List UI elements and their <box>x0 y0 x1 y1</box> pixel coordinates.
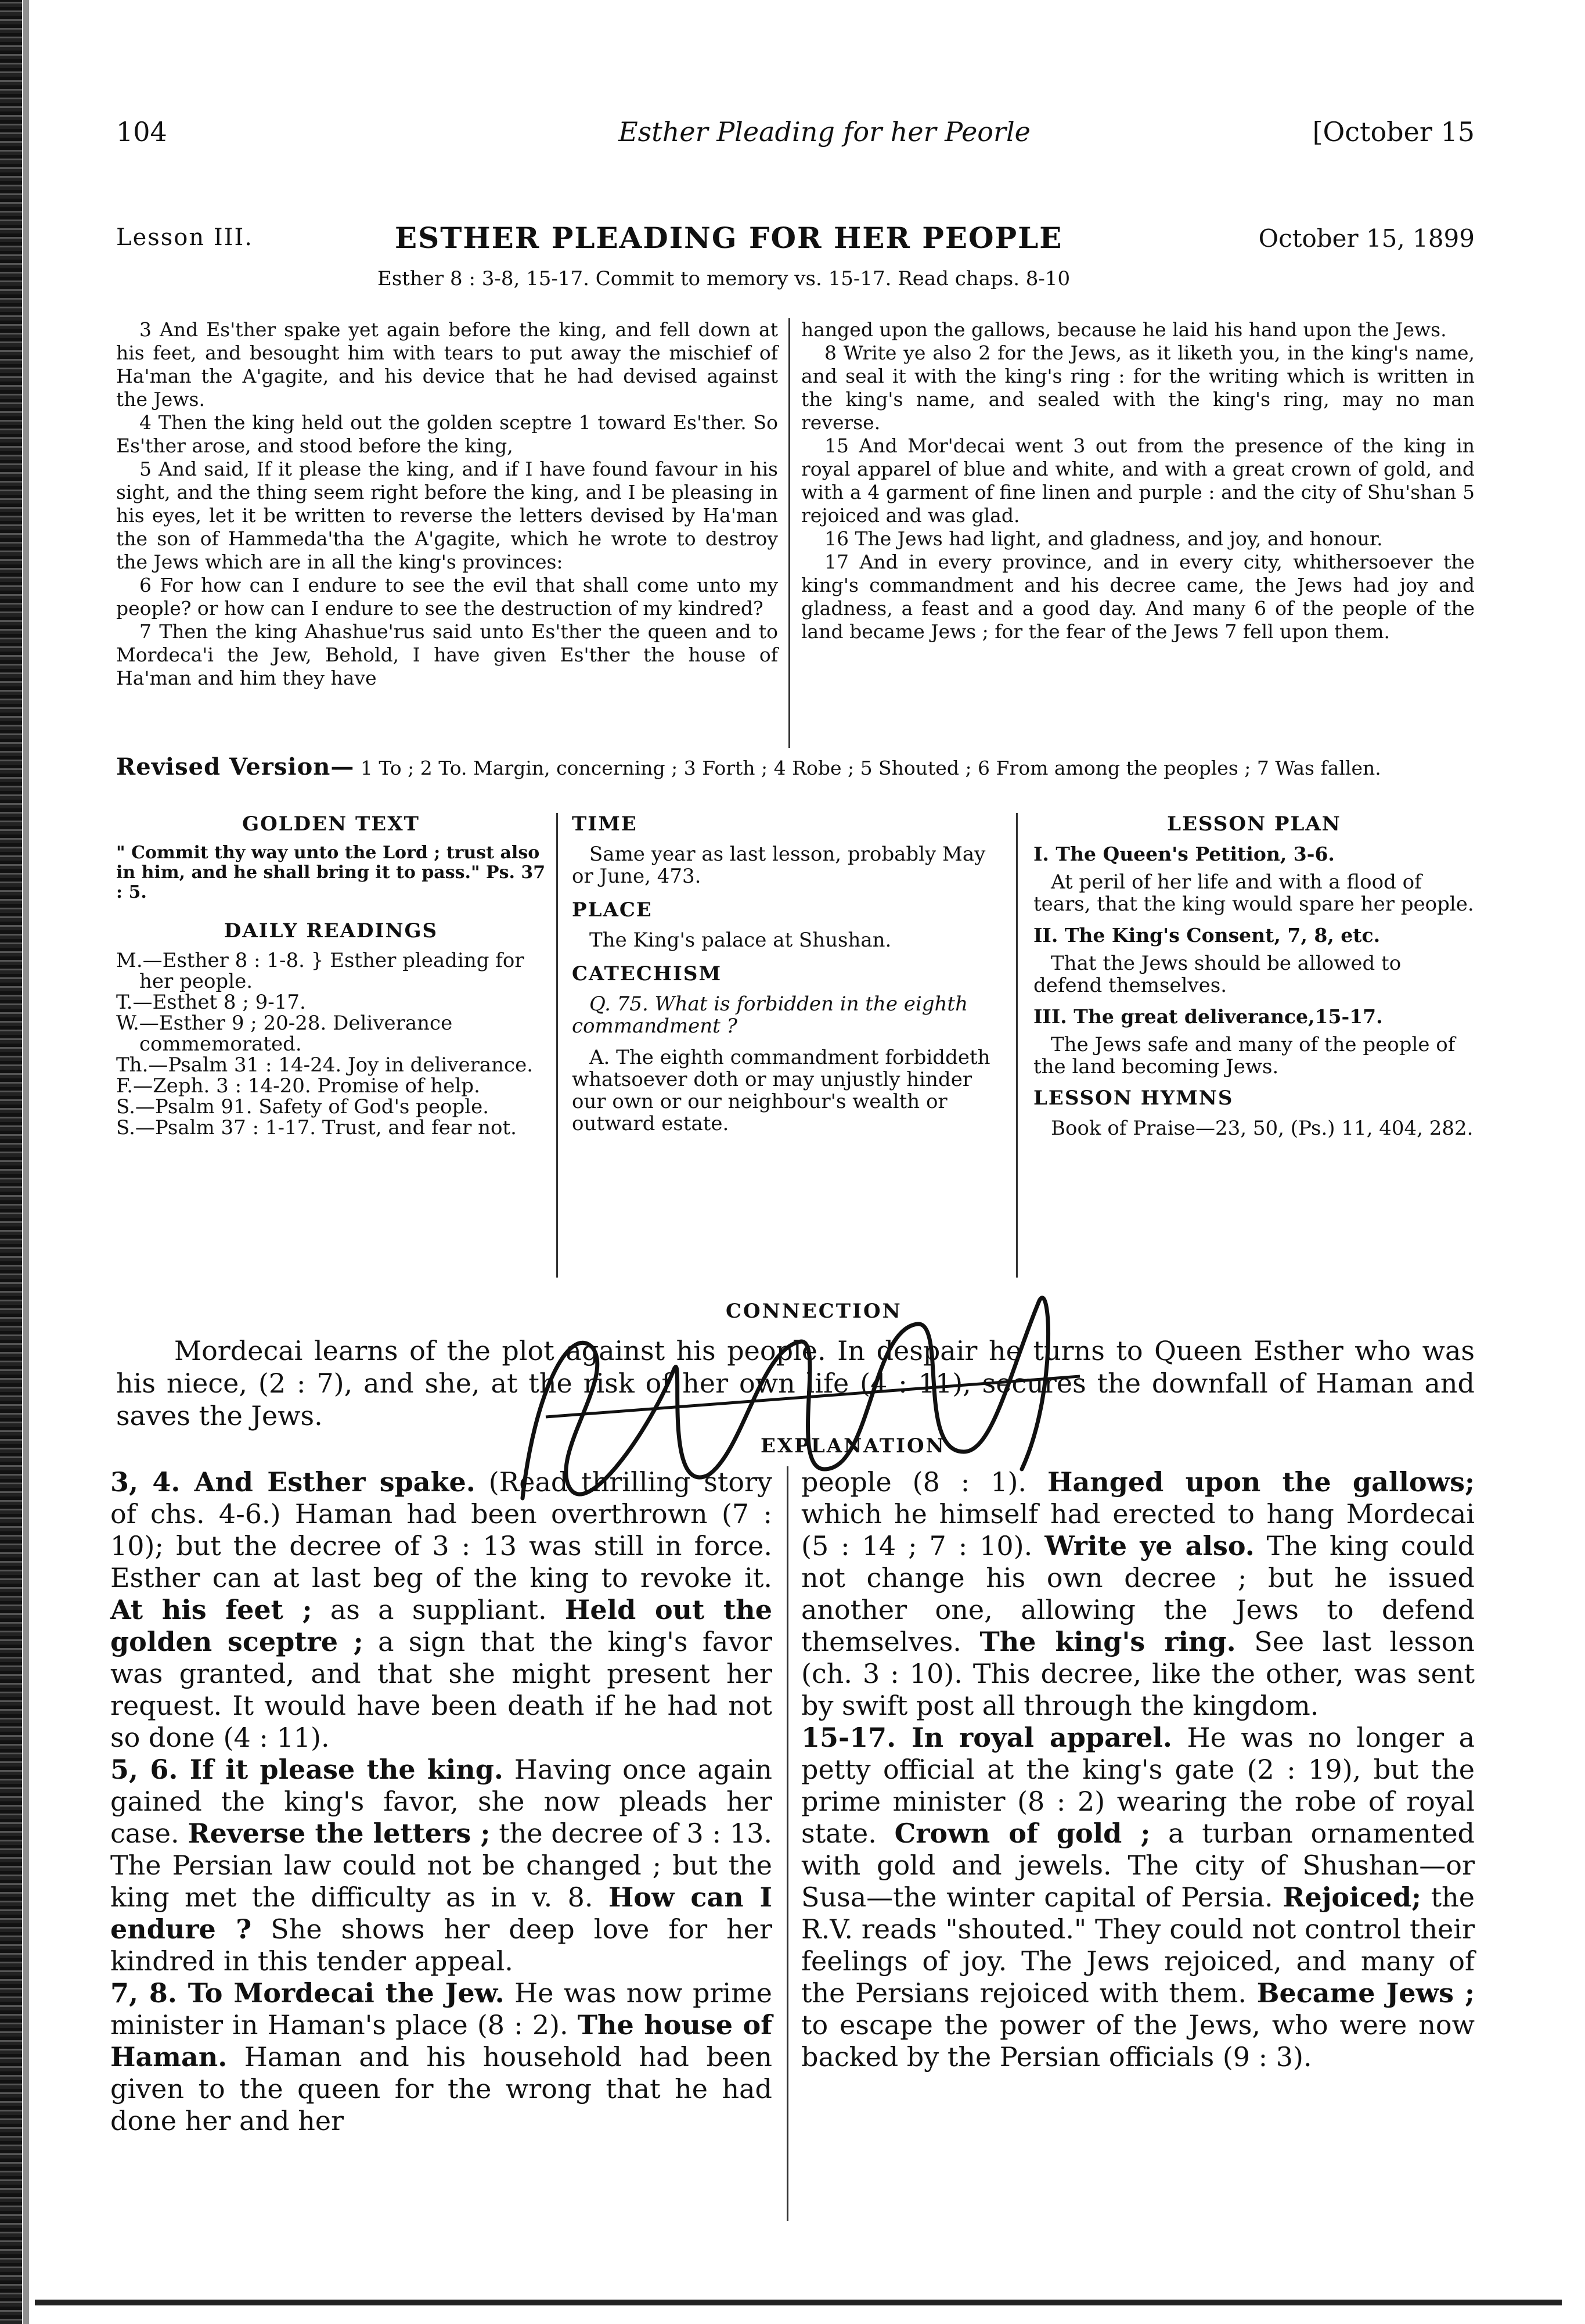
explanation-text: the R.V. reads "shouted." They could not control their feelings of joy. The Jews rejoiced, and many of the Persians rejoiced with them. <box>801 1881 1475 2009</box>
column-rule <box>1016 813 1018 1278</box>
explanation-text: He was no longer a petty official at the king's gate (2 : 19), but the prime minister (8 : 2) wearing the robe of royal state. <box>801 1722 1475 1849</box>
reading-item: S.—Psalm 37 : 1-17. Trust, and fear not. <box>116 1116 517 1139</box>
explanation-term: At his feet ; <box>110 1594 312 1625</box>
time-heading: TIME <box>572 812 637 836</box>
lesson-hymns-text: Book of Praise—23, 50, (Ps.) 11, 404, 282. <box>1051 1117 1474 1140</box>
verse: 3 And Es'ther spake yet again before the king, and fell down at his feet, and besought him with tears to put away the mischief of Ha'man the A'gagite, and his device that he had devised against the Jews. <box>116 318 778 411</box>
explanation-lead: 15-17. In royal apparel. <box>801 1722 1172 1753</box>
explanation-text: the decree of 3 : 13. The Persian law could not be changed ; but the king met the difficulty as in v. 8. <box>110 1818 773 1913</box>
revised-version-label: Revised Version— <box>116 753 355 780</box>
explanation-term: How can I endure ? <box>110 1881 772 1945</box>
explanation-term: The house of Haman. <box>110 2009 772 2073</box>
explanation-paragraph <box>801 1466 1475 1722</box>
verse: 7 Then the king Ahashue'rus said unto Es'ther the queen and to Mordeca'i the Jew, Behold, I have given Es'ther the house of Ha'man and him they have <box>116 620 778 689</box>
explanation-term: Held out the golden sceptre ; <box>110 1594 772 1657</box>
verse: 4 Then the king held out the golden sceptre 1 toward Es'ther. So Es'ther arose, and stood before the king, <box>116 411 778 457</box>
explanation-text: See last lesson (ch. 3 : 10). This decree, like the other, was sent by swift post all through the kingdom. <box>801 1626 1475 1721</box>
daily-readings-heading: DAILY READINGS <box>224 919 438 942</box>
bottom-edge-rule <box>35 2300 1562 2305</box>
explanation-text: Having once again gained the king's favor, she now pleads her case. <box>110 1754 772 1849</box>
explanation-lead: 7, 8. To Mordecai the Jew. <box>110 1977 505 2009</box>
verse: 5 And said, If it please the king, and if I have found favour in his sight, and the thing seem right before the king, and I be pleasing in his eyes, let it be written to reverse the letters devised by Ha'man the son of Hammeda'tha the A'gagite, which he wrote to destroy the Jews which are in all the king's provinces: <box>116 458 778 573</box>
place-heading: PLACE <box>572 898 653 922</box>
explanation-text: He was now prime minister in Haman's place (8 : 2). <box>110 1977 772 2041</box>
revised-version-text: 1 To ; 2 To. Margin, concerning ; 3 Forth ; 4 Robe ; 5 Shouted ; 6 From among the peoples ; 7 Was fallen. <box>360 757 1381 779</box>
explanation-term: Crown of gold ; <box>894 1818 1151 1849</box>
catechism-heading: CATECHISM <box>572 962 722 985</box>
explanation-term: Hanged upon the gallows; <box>1047 1466 1475 1498</box>
binding-shadow <box>23 0 29 2324</box>
explanation-column-right <box>801 1466 1475 2073</box>
column-rule <box>556 813 558 1278</box>
lesson-date: October 15, 1899 <box>1258 224 1475 253</box>
reading-item: W.—Esther 9 ; 20-28. Deliverance commemorated. <box>116 1012 453 1056</box>
explanation-text: people (8 : 1). <box>801 1466 1047 1498</box>
header-date: [October 15 <box>1312 116 1475 148</box>
lesson-title: ESTHER PLEADING FOR HER PEOPLE <box>395 221 1063 255</box>
running-header <box>116 116 1475 157</box>
verse: 6 For how can I endure to see the evil that shall come unto my people? or how can I endure to see the destruction of my kindred? <box>116 574 778 620</box>
column-rule <box>787 1466 788 2221</box>
revised-version-notes <box>116 755 1475 780</box>
reading-item: F.—Zeph. 3 : 14-20. Promise of help. <box>116 1074 480 1098</box>
running-title: Esther Pleading for her Peorle <box>618 116 1031 148</box>
page-number: 104 <box>116 116 167 148</box>
explanation-text: as a suppliant. <box>312 1594 565 1625</box>
catechism-question: Q. 75. What is forbidden in the eighth commandment ? <box>572 992 968 1038</box>
catechism-answer: A. The eighth commandment forbiddeth whatsoever doth or may unjustly hinder our own or our neighbour's wealth or outward estate. <box>572 1046 990 1135</box>
lesson-plan-column <box>1033 813 1475 1149</box>
lesson-hymns-heading: LESSON HYMNS <box>1033 1087 1234 1110</box>
explanation-heading: EXPLANATION <box>761 1434 946 1458</box>
explanation-term: Reverse the letters ; <box>188 1818 491 1849</box>
connection-text: Mordecai learns of the plot against his people. In despair he turns to Queen Esther who was his niece, (2 : 7), and she, at the risk of her own life (4 : 11), secures the downfall of Haman and saves the Jews. <box>116 1335 1475 1431</box>
plan-point-title: I. The Queen's Petition, 3-6. <box>1033 843 1335 865</box>
verse: 15 And Mor'decai went 3 out from the presence of the king in royal apparel of blue and white, and with a great crown of gold, and with a 4 garment of fine linen and purple : and the city of Shu'shan 5 rejoiced and was glad. <box>801 434 1475 527</box>
plan-point-text: At peril of her life and with a flood of tears, that the king would spare her people. <box>1033 870 1474 916</box>
explanation-term: Became Jews ; <box>1256 1977 1475 2009</box>
time-text: Same year as last lesson, probably May or June, 473. <box>572 843 986 888</box>
golden-text: " Commit thy way unto the Lord ; trust also in him, and he shall bring it to pass." Ps. 37 : 5. <box>116 843 546 902</box>
explanation-paragraph <box>110 1977 772 2137</box>
scripture-column-left <box>116 318 778 690</box>
explanation-text: a turban ornamented with gold and jewels. The city of Shushan—or Susa—the winter capital of Persia. <box>801 1818 1475 1913</box>
lesson-title-line <box>116 221 1475 261</box>
explanation-paragraph <box>801 1722 1475 2073</box>
explanation-text: (Read thrilling story of chs. 4-6.) Haman had been overthrown (7 : 10); but the decree of 3 : 13 was still in force. Esther can at last beg of the king to revoke it. <box>110 1466 773 1593</box>
scripture-reference: Esther 8 : 3-8, 15-17. Commit to memory vs. 15-17. Read chaps. 8-10 <box>377 267 1071 290</box>
explanation-paragraph <box>110 1754 772 1977</box>
explanation-text: which he himself had erected to hang Mordecai (5 : 14 ; 7 : 10). <box>801 1498 1475 1562</box>
plan-point-title: II. The King's Consent, 7, 8, etc. <box>1033 924 1381 947</box>
time-place-column <box>572 813 1002 1144</box>
binding-edge <box>0 0 22 2324</box>
reading-item: Th.—Psalm 31 : 14-24. Joy in deliverance. <box>116 1053 534 1077</box>
plan-point-text: The Jews safe and many of the people of the land becoming Jews. <box>1033 1033 1456 1078</box>
explanation-text: She shows her deep love for her kindred in this tender appeal. <box>110 1913 772 1977</box>
plan-point-title: III. The great deliverance,15-17. <box>1033 1005 1383 1028</box>
reading-item: S.—Psalm 91. Safety of God's people. <box>116 1095 489 1118</box>
explanation-text: The king could not change his own decree ; but he issued another one, allowing the Jews to defend themselves. <box>801 1530 1475 1657</box>
reading-item: M.—Esther 8 : 1-8. } Esther pleading for her people. <box>116 949 524 993</box>
explanation-lead: 5, 6. If it please the king. <box>110 1754 503 1785</box>
explanation-column-left <box>110 1466 772 2137</box>
verse: 16 The Jews had light, and gladness, and joy, and honour. <box>824 527 1383 550</box>
golden-text-column <box>116 813 546 1138</box>
golden-text-heading: GOLDEN TEXT <box>242 812 420 836</box>
explanation-text: to escape the power of the Jews, who were now backed by the Persian officials (9 : 3). <box>801 2009 1475 2073</box>
explanation-term: The king's ring. <box>979 1626 1236 1657</box>
explanation-text: Haman and his household had been given to the queen for the wrong that he had done her and her <box>110 2041 772 2136</box>
lesson-label: Lesson III. <box>116 224 253 251</box>
verse: 8 Write ye also 2 for the Jews, as it liketh you, in the king's name, and seal it with the king's ring : for the writing which is written in the king's name, and sealed with the king's ring, may no man reverse. <box>801 341 1475 434</box>
explanation-term: Rejoiced; <box>1283 1881 1421 1913</box>
scripture-column-right <box>801 318 1475 643</box>
place-text: The King's palace at Shushan. <box>589 929 892 952</box>
verse: hanged upon the gallows, because he laid his hand upon the Jews. <box>801 318 1447 341</box>
column-rule <box>788 318 790 748</box>
explanation-lead: 3, 4. And Esther spake. <box>110 1466 476 1498</box>
connection-heading: CONNECTION <box>726 1300 902 1323</box>
plan-point-text: That the Jews should be allowed to defend themselves. <box>1033 952 1402 997</box>
explanation-text: a sign that the king's favor was granted, and that she might present her request. It would have been death if he had not so done (4 : 11). <box>110 1626 772 1753</box>
explanation-term: Write ye also. <box>1044 1530 1255 1562</box>
reading-item: T.—Esthet 8 ; 9-17. <box>116 991 306 1014</box>
lesson-plan-heading: LESSON PLAN <box>1167 812 1341 836</box>
verse: 17 And in every province, and in every city, whithersoever the king's commandment and his decree came, the Jews had joy and gladness, a feast and a good day. And many 6 of the people of the land became Jews ; for the fear of the Jews 7 fell upon them. <box>801 551 1475 643</box>
explanation-paragraph <box>110 1466 772 1754</box>
